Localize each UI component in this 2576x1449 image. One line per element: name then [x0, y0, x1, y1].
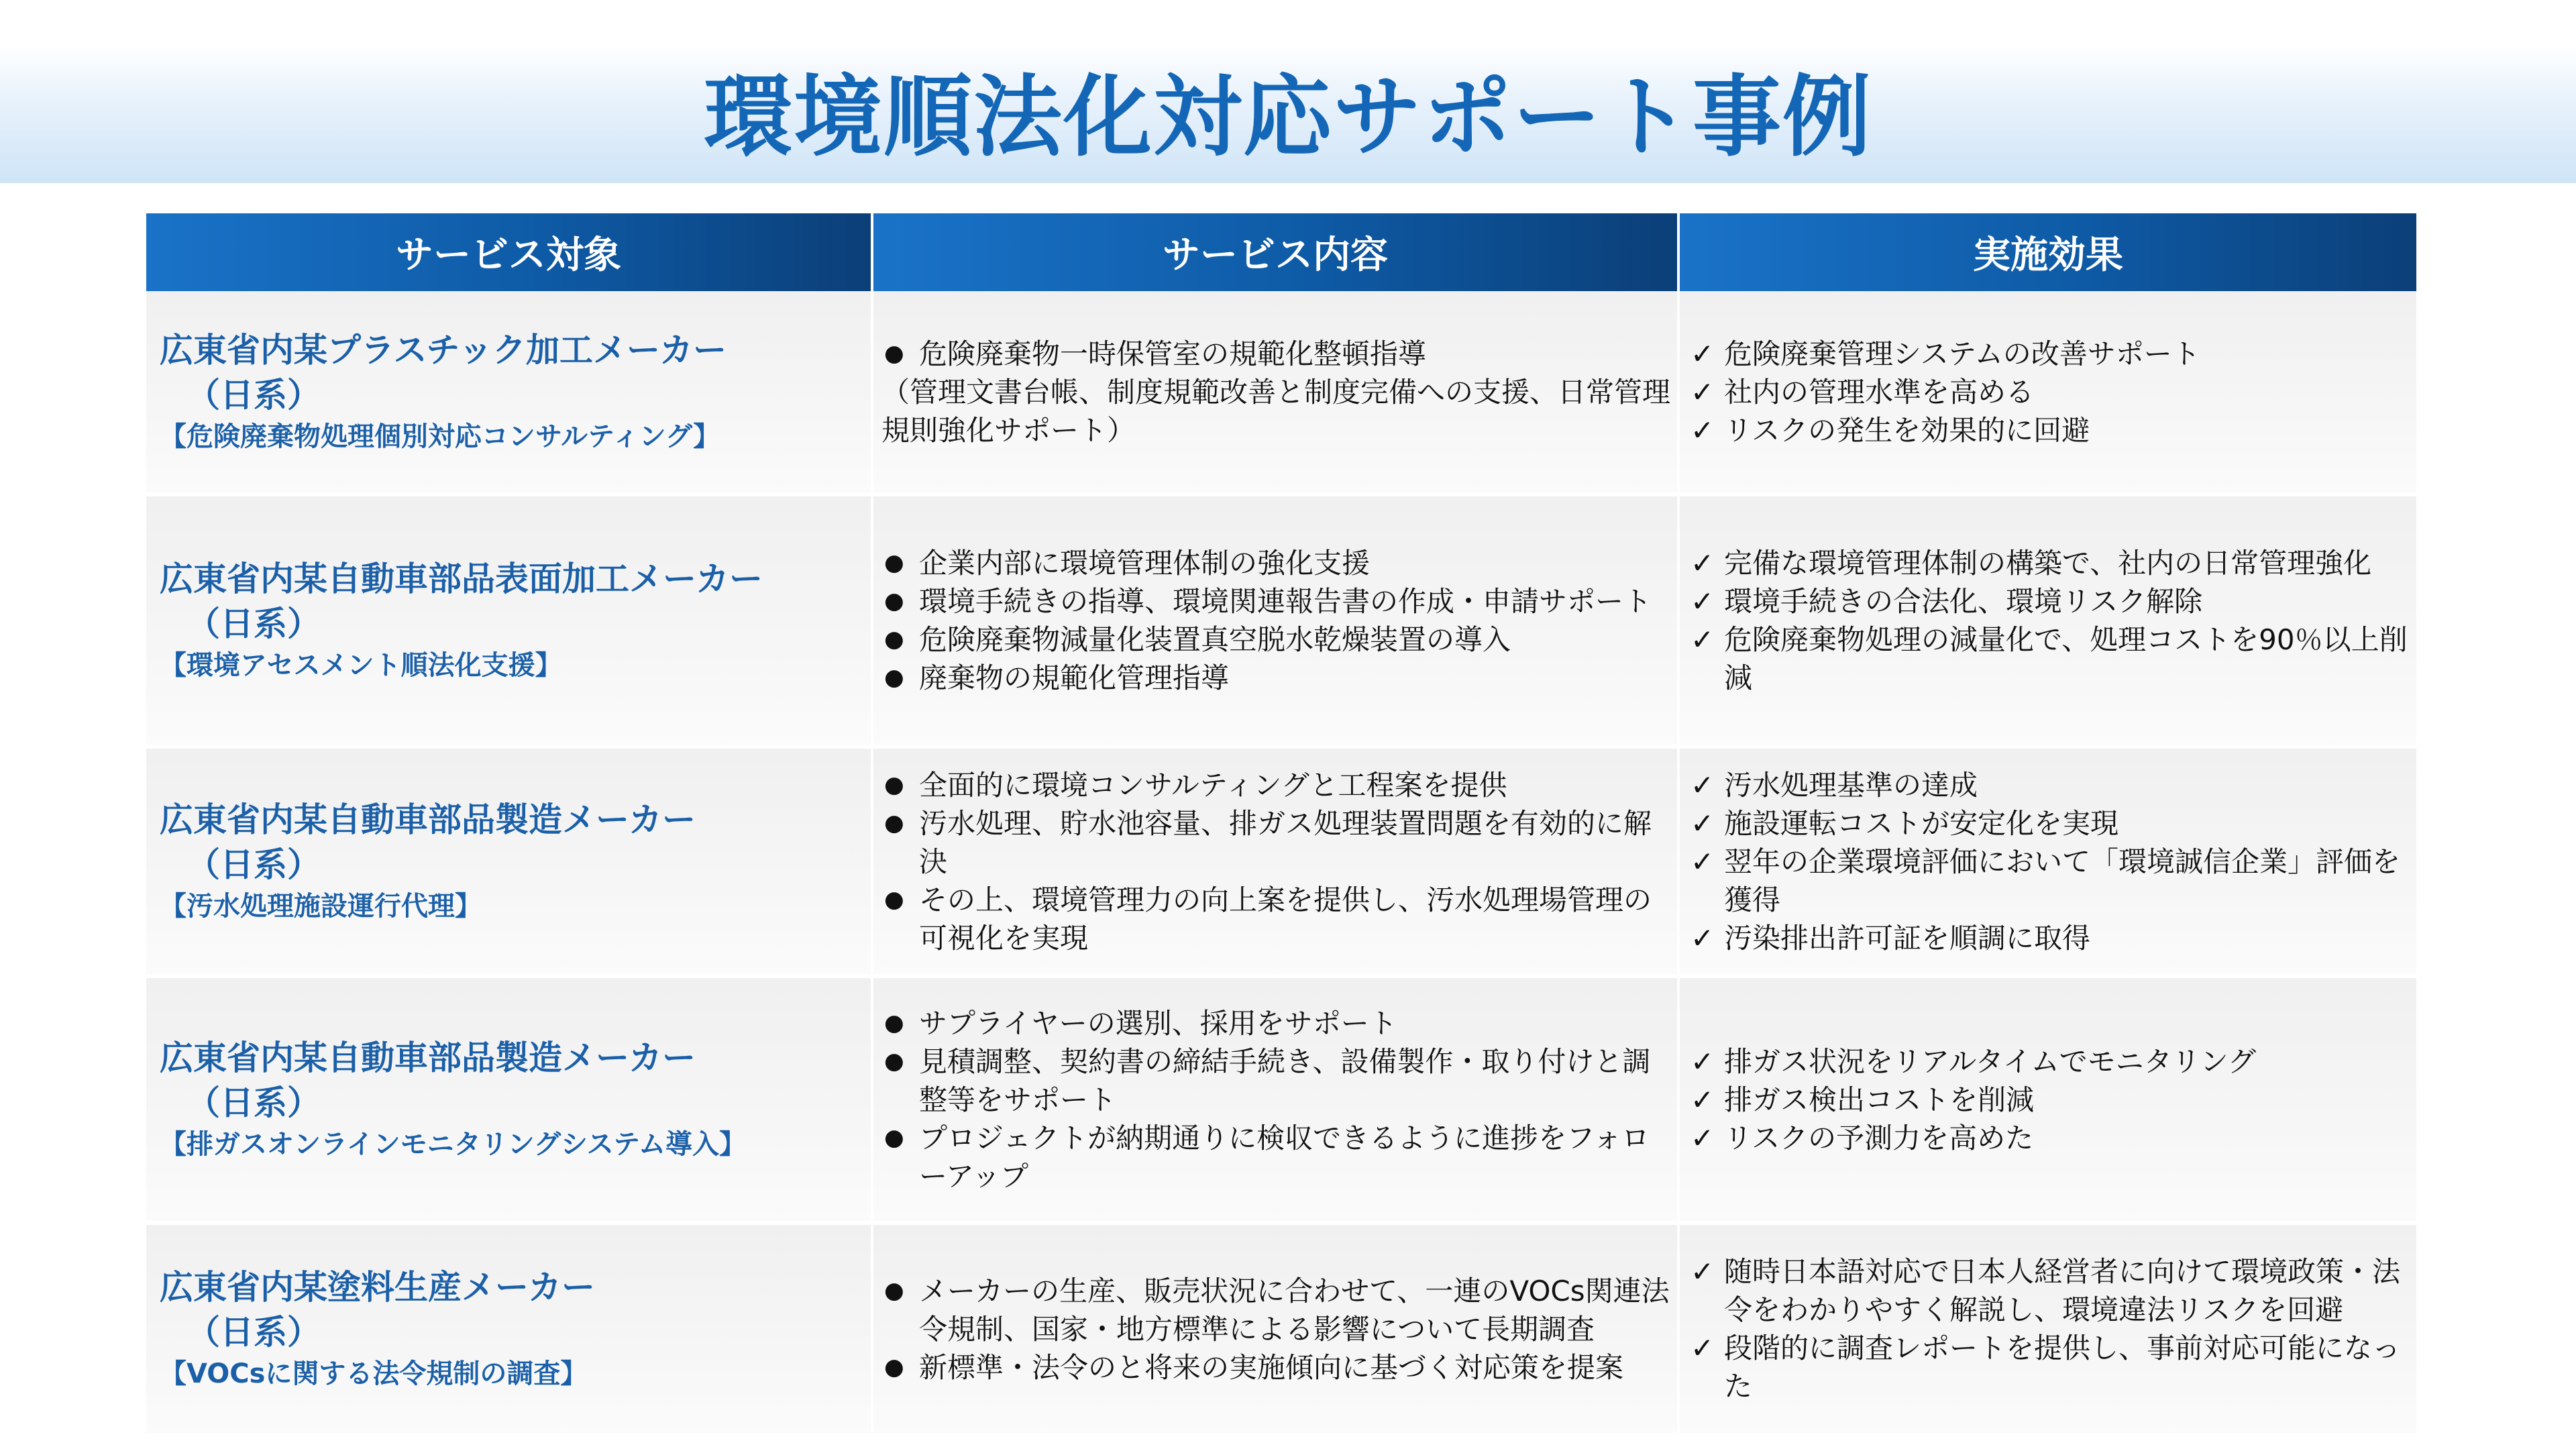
table-row — [146, 978, 2416, 1225]
effects-cell — [1680, 749, 2416, 974]
target-cell — [146, 978, 873, 1221]
content-cell — [873, 749, 1680, 974]
service-tagline: 【危険廃棄物処理個別対応コンサルティング】 — [160, 421, 720, 452]
company-affiliation: （日系） — [186, 376, 321, 415]
company-affiliation: （日系） — [186, 1083, 321, 1122]
table-row — [146, 496, 2416, 749]
content-note: （管理文書台帳、制度規範改善と制度完備への支援、日常管理規則強化サポート） — [881, 375, 1671, 447]
list-item: ✓ 随時日本語対応で日本人経営者に向けて環境政策・法令をわかりやすく解説し、環境違法リスクを回避 — [1688, 1252, 2416, 1329]
list-item: ✓ 汚染排出許可証を順調に取得 — [1688, 919, 2416, 957]
page-title: 環境順法化対応サポート事例 — [704, 66, 1872, 169]
list-item: ● 廃棄物の規範化管理指導 — [881, 659, 1677, 697]
target-cell — [146, 291, 873, 492]
list-item: ● 企業内部に環境管理体制の強化支援 — [881, 544, 1677, 582]
list-item: ✓ 排ガス検出コストを削減 — [1688, 1081, 2416, 1119]
effects-list — [1680, 1252, 2416, 1405]
list-item: ✓ 社内の管理水準を高める — [1688, 373, 2416, 411]
table-row — [146, 749, 2416, 978]
target-cell — [146, 496, 873, 745]
effects-list — [1680, 335, 2416, 449]
company-name: 広東省内某プラスチック加工メーカー — [160, 331, 727, 370]
content-list — [873, 1004, 1677, 1195]
list-item: ✓ リスクの予測力を高めた — [1688, 1119, 2416, 1157]
list-item: ✓ 完備な環境管理体制の構築で、社内の日常管理強化 — [1688, 544, 2416, 582]
company-name: 広東省内某塗料生産メーカー — [160, 1268, 595, 1307]
effects-list — [1680, 766, 2416, 957]
list-item: ✓ 危険廃棄管理システムの改善サポート — [1688, 335, 2416, 373]
service-tagline: 【VOCsに関する法令規制の調査】 — [160, 1358, 588, 1389]
content-list — [873, 544, 1677, 697]
list-item: ● 見積調整、契約書の締結手続き、設備製作・取り付けと調整等をサポート — [881, 1042, 1677, 1119]
list-item: ● サプライヤーの選別、採用をサポート — [881, 1004, 1677, 1042]
table-header — [146, 213, 2416, 291]
list-item: ✓ 危険廃棄物処理の減量化で、処理コストを90％以上削減 — [1688, 621, 2416, 697]
content-cell — [873, 1225, 1680, 1433]
list-item: ● 危険廃棄物減量化装置真空脱水乾燥装置の導入 — [881, 621, 1677, 659]
list-item: ✓ 翌年の企業環境評価において「環境誠信企業」評価を獲得 — [1688, 843, 2416, 919]
effects-cell — [1680, 978, 2416, 1221]
list-item: ● 汚水処理、貯水池容量、排ガス処理装置問題を有効的に解決 — [881, 804, 1677, 881]
list-item: ● その上、環境管理力の向上案を提供し、汚水処理場管理の可視化を実現 — [881, 881, 1677, 957]
content-list — [873, 335, 1677, 373]
list-item: ✓ 排ガス状況をリアルタイムでモニタリング — [1688, 1042, 2416, 1081]
table-row — [146, 291, 2416, 496]
effects-cell — [1680, 291, 2416, 492]
service-tagline: 【汚水処理施設運行代理】 — [160, 891, 482, 922]
list-item: ✓ 環境手続きの合法化、環境リスク解除 — [1688, 582, 2416, 621]
company-name: 広東省内某自動車部品表面加工メーカー — [160, 559, 763, 598]
content-cell — [873, 496, 1680, 745]
list-item: ✓ 施設運転コストが安定化を実現 — [1688, 804, 2416, 843]
content-list — [873, 1272, 1677, 1387]
list-item: ✓ リスクの発生を効果的に回避 — [1688, 411, 2416, 449]
header-service-content: サービス内容 — [873, 213, 1680, 291]
list-item: ✓ 汚水処理基準の達成 — [1688, 766, 2416, 804]
effects-cell — [1680, 496, 2416, 745]
service-tagline: 【排ガスオンラインモニタリングシステム導入】 — [160, 1129, 746, 1160]
list-item: ● 新標準・法令のと将来の実施傾向に基づく対応策を提案 — [881, 1348, 1677, 1387]
company-affiliation: （日系） — [186, 1313, 321, 1352]
header-effects: 実施効果 — [1680, 213, 2416, 291]
case-table — [146, 213, 2416, 1433]
effects-list — [1680, 1042, 2416, 1157]
service-tagline: 【環境アセスメント順法化支援】 — [160, 650, 562, 681]
effects-list — [1680, 544, 2416, 697]
content-cell — [873, 291, 1680, 492]
table-row — [146, 1225, 2416, 1433]
company-name: 広東省内某自動車部品製造メーカー — [160, 800, 696, 839]
header-service-target: サービス対象 — [146, 213, 873, 291]
company-affiliation: （日系） — [186, 845, 321, 884]
target-cell — [146, 749, 873, 974]
content-cell — [873, 978, 1680, 1221]
target-cell — [146, 1225, 873, 1433]
content-list — [873, 766, 1677, 957]
list-item: ● プロジェクトが納期通りに検収できるように進捗をフォローアップ — [881, 1119, 1677, 1195]
list-item: ● メーカーの生産、販売状況に合わせて、一連のVOCs関連法令規制、国家・地方標準による影響について長期調査 — [881, 1272, 1677, 1348]
effects-cell — [1680, 1225, 2416, 1433]
list-item: ● 環境手続きの指導、環境関連報告書の作成・申請サポート — [881, 582, 1677, 621]
company-affiliation: （日系） — [186, 604, 321, 643]
company-name: 広東省内某自動車部品製造メーカー — [160, 1038, 696, 1077]
list-item: ● 危険廃棄物一時保管室の規範化整頓指導 — [881, 335, 1677, 373]
list-item: ● 全面的に環境コンサルティングと工程案を提供 — [881, 766, 1677, 804]
list-item: ✓ 段階的に調査レポートを提供し、事前対応可能になった — [1688, 1329, 2416, 1405]
